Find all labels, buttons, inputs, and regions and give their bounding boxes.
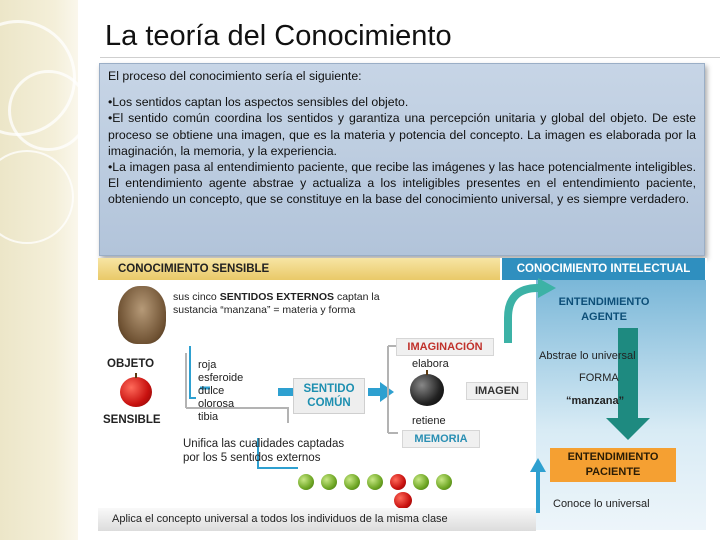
arrow-to-agente (508, 288, 543, 343)
sentidos-pre: sus cinco (173, 291, 220, 303)
elabora-label: elabora (412, 358, 449, 370)
entendimiento-paciente-box (550, 448, 676, 482)
sentido-comun-line1: SENTIDO (303, 383, 355, 395)
intro-text: El proceso del conocimiento sería el siguiente: (108, 69, 362, 83)
title-divider (100, 57, 720, 58)
green-apple (321, 474, 337, 490)
quality-roja: roja (198, 359, 217, 371)
arrowhead (530, 458, 546, 472)
aplica-bar: Aplica el concepto universal a todos los individuos de la misma clase (98, 508, 536, 531)
retiene-label: retiene (412, 415, 446, 427)
paciente-line1: ENTENDIMIENTO (567, 451, 659, 463)
bullet-1: •Los sentidos captan los aspectos sensibles del objeto. (108, 95, 409, 110)
quality-olorosa: olorosa (198, 398, 235, 410)
quality-tibia: tibia (198, 411, 219, 423)
imagen-box: IMAGEN (466, 382, 528, 400)
spacer (108, 84, 696, 94)
manzana-label: “manzana” (566, 395, 625, 407)
green-apple (298, 474, 314, 490)
green-apple (436, 474, 452, 490)
agente-line2: AGENTE (581, 311, 627, 323)
header-sensible: CONOCIMIENTO SENSIBLE (98, 258, 500, 280)
header-intelectual: CONOCIMIENTO INTELECTUAL (502, 258, 705, 280)
apple-stem (135, 373, 137, 378)
apple-stem (426, 370, 428, 375)
quality-esferoide: esferoide (198, 372, 244, 384)
sentido-comun-line2: COMÚN (307, 397, 351, 409)
agente-line1: ENTENDIMIENTO (558, 296, 650, 308)
green-apple (367, 474, 383, 490)
philosopher-portrait (118, 286, 166, 344)
red-apple (390, 474, 406, 490)
decorative-circle (0, 150, 74, 244)
bullet-2: •El sentido común coordina los sentidos y garantiza una percepción unitaria y global del objeto. De este proceso se obtiene una imagen, que es la materia y potencia del concepto. La imagen es elaborada por la imaginación, la memoria, y la experiencia. (108, 111, 696, 158)
decorative-side-band (0, 0, 78, 540)
arrow-to-imaginacion (368, 382, 394, 402)
forma-label: FORMA (579, 372, 619, 384)
connector-line (190, 346, 196, 398)
paciente-line2: PACIENTE (585, 466, 641, 478)
green-apple (344, 474, 360, 490)
arrow-agente-to-paciente (606, 328, 650, 440)
explanation-box (99, 63, 705, 256)
objeto-label: OBJETO (107, 358, 155, 370)
red-apple (394, 492, 412, 509)
quality-dulce: dulce (198, 385, 225, 397)
green-apple (413, 474, 429, 490)
black-apple-image (410, 374, 444, 406)
sensible-label: SENSIBLE (103, 414, 161, 426)
abstrae-label: Abstrae lo universal (539, 350, 636, 362)
slide-title: La teoría del Conocimiento (105, 20, 452, 52)
decorative-circle (8, 70, 89, 151)
red-apple-object (120, 377, 152, 407)
sentidos-post: captan la (334, 291, 380, 303)
knowledge-diagram (98, 258, 707, 531)
entendimiento-agente-box (544, 295, 664, 327)
sentidos-line2: sustancia “manzana” = materia y forma (173, 304, 356, 316)
memoria-box: MEMORIA (402, 430, 480, 448)
sentido-comun-box (293, 378, 365, 414)
unifica-line1: Unifica las cualidades captadas (183, 438, 345, 450)
imaginacion-box: IMAGINACIÓN (396, 338, 494, 356)
unifica-line2: por los 5 sentidos externos (183, 452, 321, 464)
sentidos-line1 (173, 291, 380, 303)
bullet-3: •La imagen pasa al entendimiento paciente, que recibe las imágenes y las hace potencialmente inteligibles. El entendimiento agente abstrae y actualiza a los inteligibles presentes en el entendimiento paciente, obteniendo un concepto, que se constituye en la base del conocimiento universal, y es siempre verdadero. (108, 160, 696, 207)
sentidos-bold: SENTIDOS EXTERNOS (219, 291, 335, 303)
conoce-label: Conoce lo universal (553, 498, 650, 510)
